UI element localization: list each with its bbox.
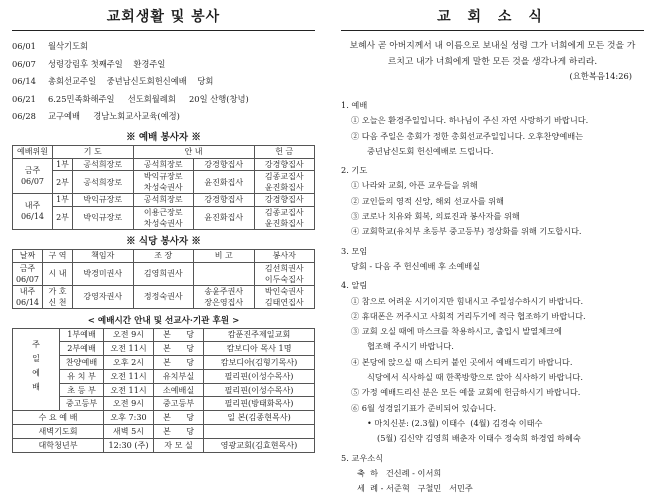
schedule-item: 06/01 월삭기도회 [12, 41, 89, 51]
church-news-title: 교 회 소 식 [437, 9, 548, 25]
table-row: 2부 공석희장로 박익규장로 차성숙권사 윤진화집사 김종교집사 윤진화집사 [13, 171, 315, 194]
list-item: ① 나라와 교회, 아픈 교우들을 위해 [351, 180, 478, 191]
list-item: ② 다음 주일은 총회가 정한 총회선교주일입니다. 오후찬양예배는 [351, 130, 584, 141]
table-row: 수 요 예 배 오후 7:30 본 당 일 본(김종현목사) [13, 411, 315, 425]
schedule-list [12, 38, 315, 126]
schedule-item: 06/21 6.25민족화해주일 선도회월례회 20일 산행(창녕) [12, 93, 249, 104]
meal-servants-table [12, 249, 315, 309]
table-row: 내주 06/14 1부 박익규장로 공석희장로 강경향집사 강경향집사 [13, 194, 315, 207]
worship-servants-table [12, 145, 315, 230]
service-times-title: < 예배시간 안내 및 선교사·기관 후원 > [87, 315, 240, 326]
list-item: ② 교인들의 영적 신앙, 해외 선교사를 위해 [351, 195, 504, 206]
table-row: 초 등 부 오전 11시 소예배실 필리핀(이성수목사) [13, 383, 315, 397]
sunday-worship-label: 주일예배 [31, 339, 42, 397]
list-item: ① 오늘은 환경주일입니다. 하나님이 주신 자연 사랑하기 바랍니다. [351, 115, 589, 126]
table-row: 2부예배 오전 11시 본 당 캄보디아 목사 1명 [13, 342, 315, 356]
service-times-table [12, 328, 315, 453]
section-heading-worship: 1. 예배 [341, 100, 368, 110]
list-item: • 마치신분: (2.3월) 이태수 (4월) 김경숙 이태수 [367, 417, 543, 428]
title-divider [12, 30, 315, 31]
table-row: 금주 06/07 1부 공석희장로 공석희장로 강경향집사 강경향집사 [13, 158, 315, 171]
table-row: 대학청년부 12:30 (주) 자 모 실 영광교회(김효현목사) [13, 438, 315, 452]
section-heading-members: 5. 교우소식 [341, 452, 384, 463]
list-item: ④ 본당에 앉으실 때 스티커 붙인 곳에서 예배드리기 바랍니다. [351, 356, 573, 367]
list-item: ④ 교회학교(유치부 초등부 중고등부) 정상화를 위해 기도합시다. [351, 226, 582, 237]
schedule-item: 06/14 총회선교주일 중년남신도회헌신예배 당회 [12, 76, 214, 86]
title-divider [341, 30, 644, 31]
table-header-row: 예배위원 기 도 안 내 헌 금 [13, 145, 315, 158]
table-row: 2부 박익규장로 이용근장로 차성숙권사 윤진화집사 김종교집사 윤진화집사 [13, 206, 315, 229]
list-item: ⑥ 6월 성경읽기표가 준비되어 있습니다. [351, 402, 497, 413]
schedule-item: 06/07 성령강림후 첫째주일 환경주일 [12, 58, 166, 69]
worship-servants-title: ※ 예배 봉사자 ※ [126, 131, 201, 143]
scripture-reference: (요한복음14:26) [569, 71, 632, 81]
table-row: 유 치 부 오전 11시 유치부실 필리핀(이성수목사) [13, 369, 315, 383]
list-item: (5월) 김신약 김영희 배춘자 이태수 정숙희 하경엽 하혜숙 [377, 433, 581, 444]
list-item: 당회 - 다음 주 헌신예배 후 소예배실 [351, 260, 481, 271]
list-item: 축 하 건신례 - 이서희 [357, 467, 442, 478]
table-row: 금주 06/07 시 내 박경미권사 김영희권사 김선희권사 이두숙집사 [13, 262, 315, 285]
list-item: ② 휴대폰은 꺼주시고 사회적 거리두기에 적극 협조하기 바랍니다. [351, 310, 586, 321]
list-item: ① 참으로 어려운 시기이지만 힘내시고 주일성수하시기 바랍니다. [351, 295, 584, 306]
list-item: 중년남신도회 헌신예배로 드립니다. [367, 145, 494, 156]
right-panel [325, 0, 650, 494]
table-row: 새벽기도회 새벽 5시 본 당 [13, 425, 315, 439]
left-panel [0, 0, 325, 483]
list-item: 협조해 주시기 바랍니다. [367, 341, 454, 352]
list-item: ③ 교회 오실 때에 마스크를 착용하시고, 출입시 발열체크에 [351, 326, 562, 337]
table-row: 내주 06/14 가 호 신 천 강영자권사 정정숙권사 송윤주권사 장은영집사 박인숙권사 김태연집사 [13, 285, 315, 308]
schedule-item: 06/28 교구예배 경남노회교사교육(예정) [12, 111, 180, 121]
church-life-title: 교회생활 및 봉사 [106, 9, 221, 25]
table-row: 주일예배 1부예배 오전 9시 본 당 캄푼진주제일교회 [13, 328, 315, 342]
table-row: 중고등부 오전 9시 중고등부 필리핀(방태화목사) [13, 397, 315, 411]
meal-servants-title: ※ 식당 봉사자 ※ [126, 235, 201, 247]
list-item: 식당에서 식사하실 때 한쪽방향으로 앉아 식사하기 바랍니다. [367, 372, 583, 383]
section-heading-notice: 4. 알림 [341, 280, 368, 291]
news-list [341, 98, 644, 496]
list-item: 세 례 - 서준혁 구철민 서민주 [357, 483, 473, 494]
scripture-verse: 보혜사 곧 아버지께서 내 이름으로 보내실 성령 그가 너희에게 모든 것을 가르치고 내가 너희에게 말한 모든 것을 생각나게 하리라. [349, 41, 636, 67]
list-item: ⑤ 가정 예배드리신 분은 모든 예물 교회에 헌금하시기 바랍니다. [351, 387, 581, 398]
section-heading-meeting: 3. 모임 [341, 245, 368, 256]
table-header-row: 날짜 구 역 책임자 조 장 비 고 봉사자 [13, 249, 315, 262]
table-row: 찬양예배 오후 2시 본 당 캄보디아(김형기목사) [13, 356, 315, 370]
list-item: ③ 코로나 치유와 회복, 의료진과 봉사자를 위해 [351, 211, 520, 222]
section-heading-prayer: 2. 기도 [341, 165, 368, 176]
